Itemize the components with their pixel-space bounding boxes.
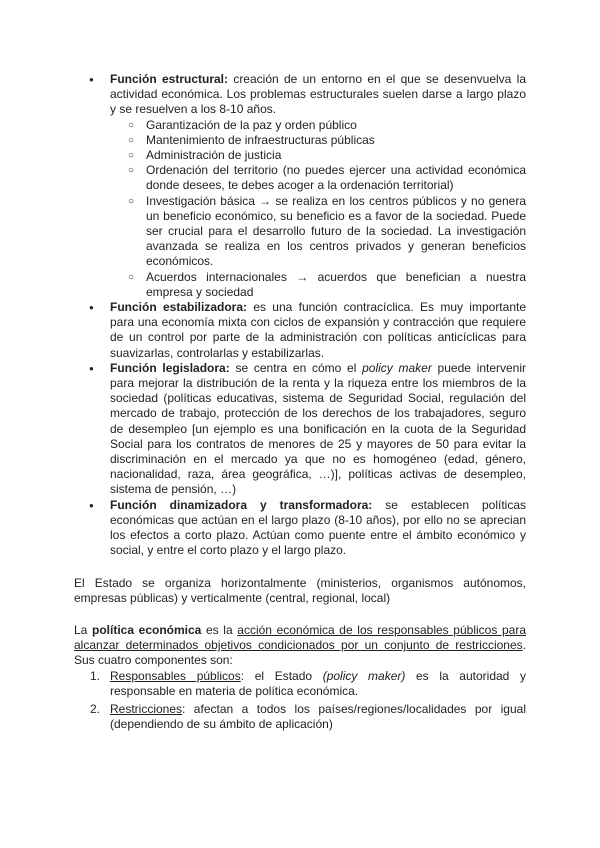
text: es la — [201, 622, 238, 637]
bullet-title: Función legisladora: — [110, 360, 230, 375]
list-item-estabilizadora — [74, 300, 526, 361]
item-text: : afectan a todos los países/regiones/localidades por igual (dependiendo de su ámbito de aplicación) — [110, 701, 526, 732]
text: La — [74, 622, 92, 637]
item-text: : el Estado — [240, 668, 323, 683]
paragraph-estado: El Estado se organiza horizontalmente (ministerios, organismos autónomos, empresas públicas) y verticalmente (central, regional, local) — [74, 575, 526, 605]
definition-underlined: acción económica de los responsables públicos para alcanzar determinados objetivos condicionados por un conjunto de restricciones — [74, 622, 526, 653]
sublist-item: ○ Mantenimiento de infraestructuras públicas — [110, 133, 526, 148]
bullet-text: puede intervenir para mejorar la distribución de la renta y la riqueza entre los miembros de la sociedad (políticas educativas, sistema de Seguridad Social, regulación del mercado de trabajo, protección de los derechos de los trabajadores, seguro de desempleo [un ejemplo es una bonificación en la cuota de la Seguridad Social para los contratos de menores de 25 y mayores de 50 para evitar la discriminación en el mercado ya que no es homogéneo (edad, género, nacionalidad, raza, área geográfica, …)], políticas activas de desempleo, sistema de pensión, …) — [110, 360, 526, 497]
list-item-legisladora — [74, 361, 526, 498]
numbered-item — [74, 669, 526, 699]
bullet-title: Función estructural: — [110, 72, 228, 86]
paragraph-politica — [74, 623, 526, 669]
sublist-item: ○ Administración de justicia — [110, 148, 526, 163]
sublist-item: ○ Garantización de la paz y orden público — [110, 118, 526, 133]
bullet-text: creación de un entorno en el que se desenvuelva la actividad económica. Los problemas estructurales suelen darse a largo plazo y se resuelven a los 8-10 años. — [110, 72, 526, 117]
bullet-text-italic: policy maker — [362, 360, 432, 375]
sublist-item: ○ Acuerdos internacionales → acuerdos que benefician a nuestra empresa y sociedad — [110, 270, 526, 300]
numbered-item — [74, 702, 526, 732]
item-number: 1. — [90, 668, 101, 683]
estructural-sublist — [110, 118, 526, 300]
item-term: Restricciones — [110, 701, 183, 716]
list-item-dinamizadora — [74, 498, 526, 559]
item-text: es la autoridad y responsable en materia de política económica. — [110, 668, 526, 698]
bullet-text: se centra en cómo el — [229, 360, 363, 375]
list-item-estructural — [74, 72, 526, 300]
bullet-text: es una función contracíclica. Es muy importante para una economía mixta con ciclos de expansión y contracción que requiere de un control por parte de la administración con políticas anticíclicas para suavizarlas, controlarlas y estabilizarlas. — [110, 300, 526, 360]
functions-list — [74, 72, 526, 559]
item-text-italic: (policy maker) — [322, 668, 406, 683]
sublist-item: ○ Ordenación del territorio (no puedes ejercer una actividad económica donde desees, te debes acoger a la ordenación territorial) — [110, 163, 526, 193]
bullet-title: Función dinamizadora y transformadora: — [110, 497, 373, 512]
bullet-text: se establecen políticas económicas que actúan en el largo plazo (8-10 años), por ello no se aprecian los efectos a corto plazo. Actúan como puente entre el ámbito económico y social, y entre el corto plazo y el largo plazo. — [110, 497, 526, 558]
components-list — [74, 669, 526, 733]
text: . Sus cuatro componentes son: — [74, 638, 526, 668]
sublist-item: ○ Investigación básica → se realiza en los centros públicos y no genera un beneficio económico, su beneficio es a favor de la sociedad. Puede ser crucial para el desarrollo futuro de la sociedad. La investigación avanzada se realiza en los centros privados y generan beneficios económicos. — [110, 194, 526, 270]
term-bold: política económica — [92, 622, 202, 637]
item-number: 2. — [90, 701, 101, 716]
page-content — [74, 72, 526, 735]
item-term: Responsables públicos — [110, 668, 241, 683]
bullet-title: Función estabilizadora: — [110, 300, 247, 315]
